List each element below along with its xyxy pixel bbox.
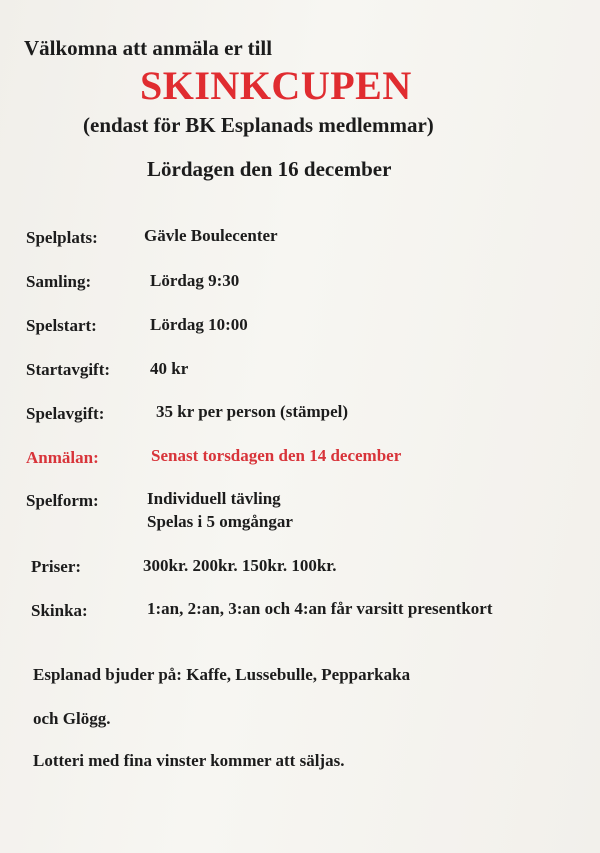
event-subtitle: (endast för BK Esplanads medlemmar) (83, 113, 434, 137)
offer-line-1: Esplanad bjuder på: Kaffe, Lussebulle, Pepparkaka (33, 665, 411, 684)
registration-label: Anmälan: (26, 448, 99, 467)
lottery-text: Lotteri med fina vinster kommer att säljas. (33, 751, 345, 770)
gathering-value: Lördag 9:30 (150, 271, 240, 290)
start-label: Spelstart: (26, 316, 97, 335)
format-value-line1: Individuell tävling (147, 489, 281, 508)
prizes-label: Priser: (31, 557, 82, 576)
start-value: Lördag 10:00 (150, 315, 248, 334)
format-value-line2: Spelas i 5 omgångar (147, 512, 293, 531)
intro-text: Välkomna att anmäla er till (24, 36, 273, 60)
gathering-label: Samling: (26, 272, 92, 291)
play-fee-value: 35 kr per person (stämpel) (156, 402, 349, 421)
event-date: Lördagen den 16 december (147, 157, 392, 181)
offer-line-2: och Glögg. (33, 709, 111, 728)
registration-value: Senast torsdagen den 14 december (151, 446, 402, 465)
play-fee-label: Spelavgift: (26, 404, 105, 423)
venue-value: Gävle Boulecenter (144, 226, 278, 245)
venue-label: Spelplats: (26, 228, 98, 247)
prizes-value: 300kr. 200kr. 150kr. 100kr. (143, 556, 337, 575)
ham-label: Skinka: (31, 601, 88, 620)
event-title: SKINKCUPEN (140, 63, 412, 108)
entry-fee-value: 40 kr (150, 359, 189, 378)
format-label: Spelform: (26, 491, 99, 510)
ham-value: 1:an, 2:an, 3:an och 4:an får varsitt presentkort (147, 599, 493, 618)
entry-fee-label: Startavgift: (26, 360, 111, 379)
